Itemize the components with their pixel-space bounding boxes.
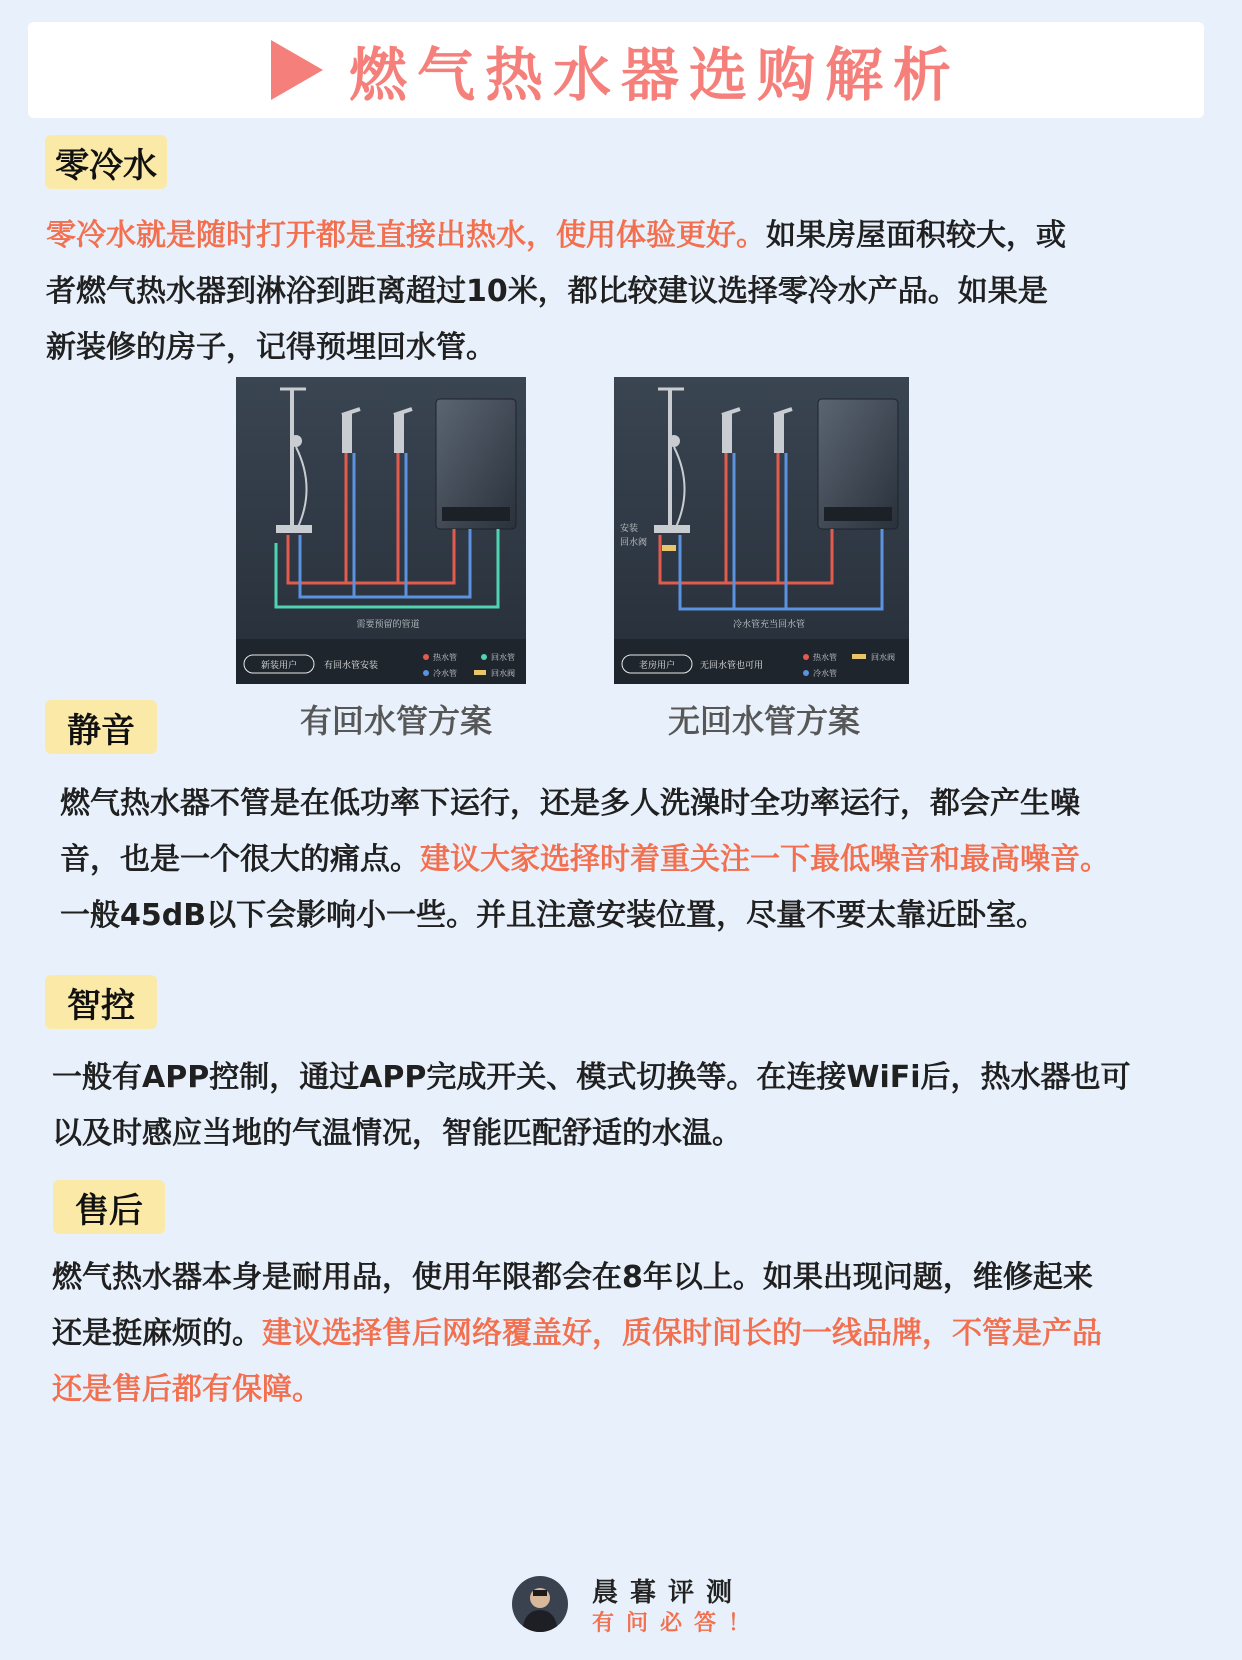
- zero-cold-highlight: 零冷水就是随时打开都是直接出热水，使用体验更好。: [46, 218, 766, 253]
- diagram1-legend-return: 回水管: [491, 653, 515, 662]
- quiet-line1: 燃气热水器不管是在低功率下运行，还是多人洗澡时全功率运行，都会产生噪: [60, 786, 1080, 821]
- section-tag-smart: 智控: [45, 975, 157, 1029]
- play-icon: [271, 40, 323, 100]
- diagram1-badge: 新装用户: [260, 661, 298, 671]
- diagram2-side-label-1: 安装: [620, 524, 639, 534]
- water-heater-illustration-2: [614, 377, 909, 684]
- quiet-paragraph: [60, 776, 1210, 944]
- water-heater-illustration: [236, 377, 526, 684]
- diagram2-badge: 老房用户: [638, 661, 676, 671]
- smart-paragraph: [52, 1050, 1212, 1162]
- zero-cold-line2: 者燃气热水器到淋浴到距离超过10米，都比较建议选择零冷水产品。如果是: [46, 274, 1048, 309]
- diagram-with-return-pipe: [236, 377, 526, 684]
- diagram1-center-label: 需要预留的管道: [356, 620, 420, 630]
- diagram2-legend-valve: 回水阀: [871, 653, 895, 662]
- diagram2-subtitle: 无回水管也可用: [700, 661, 764, 671]
- smart-line2: 以及时感应当地的气温情况，智能匹配舒适的水温。: [52, 1116, 742, 1151]
- diagram2-caption: 无回水管方案: [667, 702, 860, 740]
- after-sales-paragraph: [52, 1250, 1212, 1418]
- smart-line1: 一般有APP控制，通过APP完成开关、模式切换等。在连接WiFi后，热水器也可: [52, 1060, 1131, 1095]
- avatar: [512, 1576, 568, 1632]
- zero-cold-paragraph: [46, 208, 1196, 376]
- title-banner: [28, 22, 1204, 118]
- section-tag-quiet: 静音: [45, 700, 157, 754]
- after-sales-highlight: 建议选择售后网络覆盖好，质保时间长的一线品牌，不管是产品: [262, 1316, 1102, 1351]
- diagram1-legend-cold: 冷水管: [433, 669, 457, 678]
- quiet-line3: 一般45dB以下会影响小一些。并且注意安装位置，尽量不要太靠近卧室。: [60, 898, 1047, 933]
- after-sales-line2-start: 还是挺麻烦的。: [52, 1316, 262, 1351]
- diagram2-center-label: 冷水管充当回水管: [732, 620, 806, 630]
- after-sales-line3: 还是售后都有保障。: [52, 1372, 322, 1407]
- diagram2-legend-hot: 热水管: [813, 653, 837, 662]
- section-tag-after-sales: 售后: [53, 1180, 165, 1234]
- section-tag-zero-cold: 零冷水: [45, 135, 167, 189]
- diagram1-legend-valve: 回水阀: [491, 669, 515, 678]
- diagram2-legend-cold: 冷水管: [813, 669, 837, 678]
- diagram-without-return-pipe: [614, 377, 909, 684]
- page-title: 燃气热水器选购解析: [348, 41, 961, 109]
- after-sales-line1: 燃气热水器本身是耐用品，使用年限都会在8年以上。如果出现问题，维修起来: [52, 1260, 1093, 1295]
- quiet-line2-start: 音，也是一个很大的痛点。: [60, 842, 420, 877]
- diagram2-side-label-2: 回水阀: [620, 538, 648, 548]
- zero-cold-line3: 新装修的房子，记得预埋回水管。: [46, 330, 496, 365]
- footer-slogan: 有问必答！: [592, 1611, 763, 1636]
- diagram1-legend-hot: 热水管: [433, 653, 457, 662]
- footer-brand: 晨暮评测: [592, 1578, 745, 1608]
- quiet-highlight: 建议大家选择时着重关注一下最低噪音和最高噪音。: [420, 842, 1110, 877]
- diagram1-subtitle: 有回水管安装: [324, 661, 379, 671]
- diagram1-caption: 有回水管方案: [299, 702, 492, 740]
- zero-cold-line1: 如果房屋面积较大，或: [766, 218, 1066, 253]
